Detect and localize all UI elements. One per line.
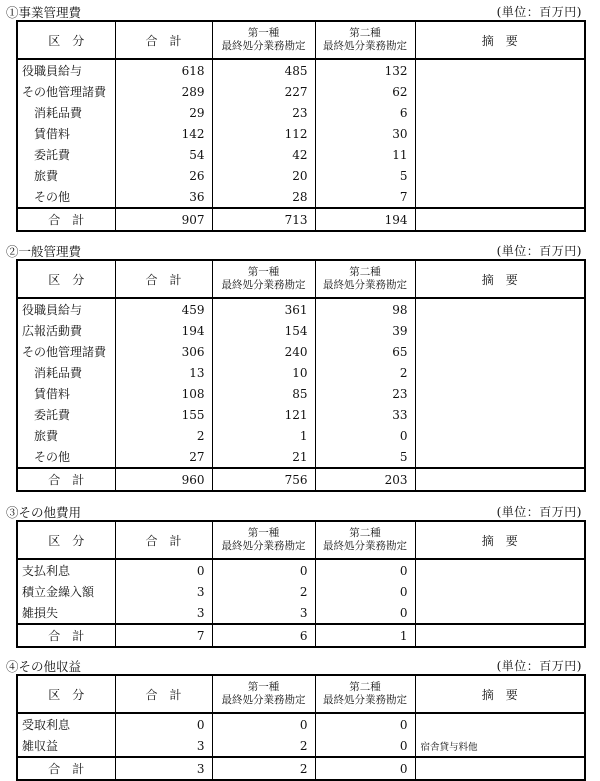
row-type1: 112 (212, 123, 315, 144)
row-total: 289 (115, 81, 212, 102)
row-remarks (415, 362, 585, 383)
row-remarks (415, 602, 585, 624)
header-type1: 第一種 最終処分業務勘定 (212, 21, 315, 59)
row-type1: 2 (212, 581, 315, 602)
total-type2: 0 (315, 757, 415, 780)
row-type2: 6 (315, 102, 415, 123)
row-type1: 1 (212, 425, 315, 446)
total-value: 3 (115, 757, 212, 780)
header-row (17, 521, 585, 559)
row-remarks (415, 81, 585, 102)
header-remarks: 摘 要 (415, 521, 585, 559)
row-remarks (415, 713, 585, 735)
total-label: 合 計 (17, 757, 115, 780)
row-remarks (415, 102, 585, 123)
row-label: 受取利息 (17, 713, 115, 735)
row-type1: 485 (212, 59, 315, 81)
table-row (17, 559, 585, 581)
row-type1: 28 (212, 186, 315, 208)
section-general-administration (0, 241, 600, 487)
header-remarks: 摘 要 (415, 675, 585, 713)
total-type2: 203 (315, 468, 415, 491)
header-category: 区 分 (17, 521, 115, 559)
table-row (17, 425, 585, 446)
table-row (17, 446, 585, 468)
row-total: 3 (115, 735, 212, 757)
total-label: 合 計 (17, 208, 115, 231)
table-row (17, 144, 585, 165)
row-type2: 39 (315, 320, 415, 341)
header-type2: 第二種 最終処分業務勘定 (315, 21, 415, 59)
row-type1: 3 (212, 602, 315, 624)
total-remarks (415, 208, 585, 231)
table-row (17, 341, 585, 362)
row-total: 618 (115, 59, 212, 81)
table-row (17, 404, 585, 425)
table-row (17, 383, 585, 404)
total-remarks (415, 468, 585, 491)
total-type1: 2 (212, 757, 315, 780)
row-label: 雑損失 (17, 602, 115, 624)
row-label: 役職員給与 (17, 298, 115, 320)
row-type1: 21 (212, 446, 315, 468)
header-type2: 第二種 最終処分業務勘定 (315, 521, 415, 559)
row-type2: 0 (315, 735, 415, 757)
header-category: 区 分 (17, 21, 115, 59)
total-type2: 194 (315, 208, 415, 231)
row-label: その他 (17, 446, 115, 468)
total-type1: 756 (212, 468, 315, 491)
table-row (17, 362, 585, 383)
row-label: 旅費 (17, 165, 115, 186)
row-type2: 132 (315, 59, 415, 81)
row-remarks (415, 144, 585, 165)
row-label: 委託費 (17, 404, 115, 425)
row-type1: 240 (212, 341, 315, 362)
header-type2: 第二種 最終処分業務勘定 (315, 260, 415, 298)
row-total: 0 (115, 559, 212, 581)
unit-label: (単位：百万円) (496, 505, 582, 519)
row-total: 36 (115, 186, 212, 208)
row-label: 消耗品費 (17, 102, 115, 123)
row-total: 2 (115, 425, 212, 446)
row-total: 27 (115, 446, 212, 468)
table-row (17, 320, 585, 341)
row-total: 306 (115, 341, 212, 362)
section-business-management (0, 2, 600, 227)
section-title: ①事業管理費 (6, 5, 82, 20)
row-type1: 154 (212, 320, 315, 341)
header-total: 合 計 (115, 521, 212, 559)
section-other-expenses (0, 502, 600, 643)
header-remarks: 摘 要 (415, 260, 585, 298)
total-type2: 1 (315, 624, 415, 647)
row-type2: 5 (315, 165, 415, 186)
unit-label: (単位：百万円) (496, 659, 582, 673)
row-total: 54 (115, 144, 212, 165)
table-row (17, 186, 585, 208)
total-remarks (415, 624, 585, 647)
header-category: 区 分 (17, 675, 115, 713)
total-type1: 6 (212, 624, 315, 647)
header-row (17, 260, 585, 298)
table-row (17, 123, 585, 144)
total-row (17, 757, 585, 780)
row-label: その他管理諸費 (17, 341, 115, 362)
row-type2: 65 (315, 341, 415, 362)
row-total: 13 (115, 362, 212, 383)
row-type1: 2 (212, 735, 315, 757)
section-title: ③その他費用 (6, 505, 82, 520)
row-type2: 7 (315, 186, 415, 208)
row-type2: 23 (315, 383, 415, 404)
row-label: 賃借料 (17, 123, 115, 144)
row-remarks (415, 123, 585, 144)
total-type1: 713 (212, 208, 315, 231)
row-type1: 23 (212, 102, 315, 123)
row-label: 積立金繰入額 (17, 581, 115, 602)
expense-table (16, 520, 586, 648)
table-row (17, 81, 585, 102)
total-label: 合 計 (17, 624, 115, 647)
table-row (17, 602, 585, 624)
row-label: 雑収益 (17, 735, 115, 757)
row-type1: 121 (212, 404, 315, 425)
row-type1: 0 (212, 559, 315, 581)
table-row (17, 102, 585, 123)
table-row (17, 165, 585, 186)
row-remarks (415, 59, 585, 81)
header-category: 区 分 (17, 260, 115, 298)
row-remarks (415, 298, 585, 320)
header-total: 合 計 (115, 21, 212, 59)
row-type2: 0 (315, 559, 415, 581)
table-row (17, 581, 585, 602)
row-type2: 2 (315, 362, 415, 383)
total-value: 907 (115, 208, 212, 231)
row-remarks (415, 165, 585, 186)
row-label: 消耗品費 (17, 362, 115, 383)
row-remarks (415, 383, 585, 404)
row-total: 26 (115, 165, 212, 186)
table-row (17, 59, 585, 81)
total-value: 960 (115, 468, 212, 491)
row-remarks (415, 559, 585, 581)
row-total: 459 (115, 298, 212, 320)
expense-table (16, 20, 586, 232)
header-type1: 第一種 最終処分業務勘定 (212, 260, 315, 298)
total-row (17, 624, 585, 647)
row-total: 108 (115, 383, 212, 404)
table-row (17, 735, 585, 757)
total-row (17, 208, 585, 231)
total-label: 合 計 (17, 468, 115, 491)
row-type1: 10 (212, 362, 315, 383)
header-total: 合 計 (115, 260, 212, 298)
unit-label: (単位：百万円) (496, 5, 582, 19)
row-remarks (415, 581, 585, 602)
row-total: 155 (115, 404, 212, 425)
row-type2: 11 (315, 144, 415, 165)
row-type1: 0 (212, 713, 315, 735)
row-label: その他管理諸費 (17, 81, 115, 102)
row-label: その他 (17, 186, 115, 208)
row-type2: 30 (315, 123, 415, 144)
income-table (16, 674, 586, 781)
row-type1: 85 (212, 383, 315, 404)
header-type1: 第一種 最終処分業務勘定 (212, 675, 315, 713)
header-type2: 第二種 最終処分業務勘定 (315, 675, 415, 713)
row-type2: 0 (315, 713, 415, 735)
row-type2: 0 (315, 581, 415, 602)
row-type1: 20 (212, 165, 315, 186)
row-total: 194 (115, 320, 212, 341)
table-row (17, 713, 585, 735)
unit-label: (単位：百万円) (496, 244, 582, 258)
expense-table (16, 259, 586, 492)
row-label: 旅費 (17, 425, 115, 446)
header-type1: 第一種 最終処分業務勘定 (212, 521, 315, 559)
row-label: 賃借料 (17, 383, 115, 404)
header-remarks: 摘 要 (415, 21, 585, 59)
row-label: 支払利息 (17, 559, 115, 581)
row-type1: 42 (212, 144, 315, 165)
row-total: 3 (115, 581, 212, 602)
row-remarks (415, 186, 585, 208)
section-title: ②一般管理費 (6, 244, 82, 259)
header-total: 合 計 (115, 675, 212, 713)
total-row (17, 468, 585, 491)
row-type2: 98 (315, 298, 415, 320)
row-label: 広報活動費 (17, 320, 115, 341)
row-remarks (415, 404, 585, 425)
header-row (17, 675, 585, 713)
row-label: 役職員給与 (17, 59, 115, 81)
total-remarks (415, 757, 585, 780)
row-remarks: 宿舎貸与料他 (415, 735, 585, 757)
row-type2: 33 (315, 404, 415, 425)
row-remarks (415, 341, 585, 362)
row-type2: 0 (315, 425, 415, 446)
section-title: ④その他収益 (6, 659, 82, 674)
row-type2: 0 (315, 602, 415, 624)
row-type1: 227 (212, 81, 315, 102)
row-type1: 361 (212, 298, 315, 320)
row-remarks (415, 425, 585, 446)
table-row (17, 298, 585, 320)
section-other-income (0, 656, 600, 776)
row-label: 委託費 (17, 144, 115, 165)
row-total: 142 (115, 123, 212, 144)
row-type2: 5 (315, 446, 415, 468)
row-total: 3 (115, 602, 212, 624)
row-total: 29 (115, 102, 212, 123)
header-row (17, 21, 585, 59)
row-type2: 62 (315, 81, 415, 102)
row-total: 0 (115, 713, 212, 735)
row-remarks (415, 446, 585, 468)
total-value: 7 (115, 624, 212, 647)
row-remarks (415, 320, 585, 341)
